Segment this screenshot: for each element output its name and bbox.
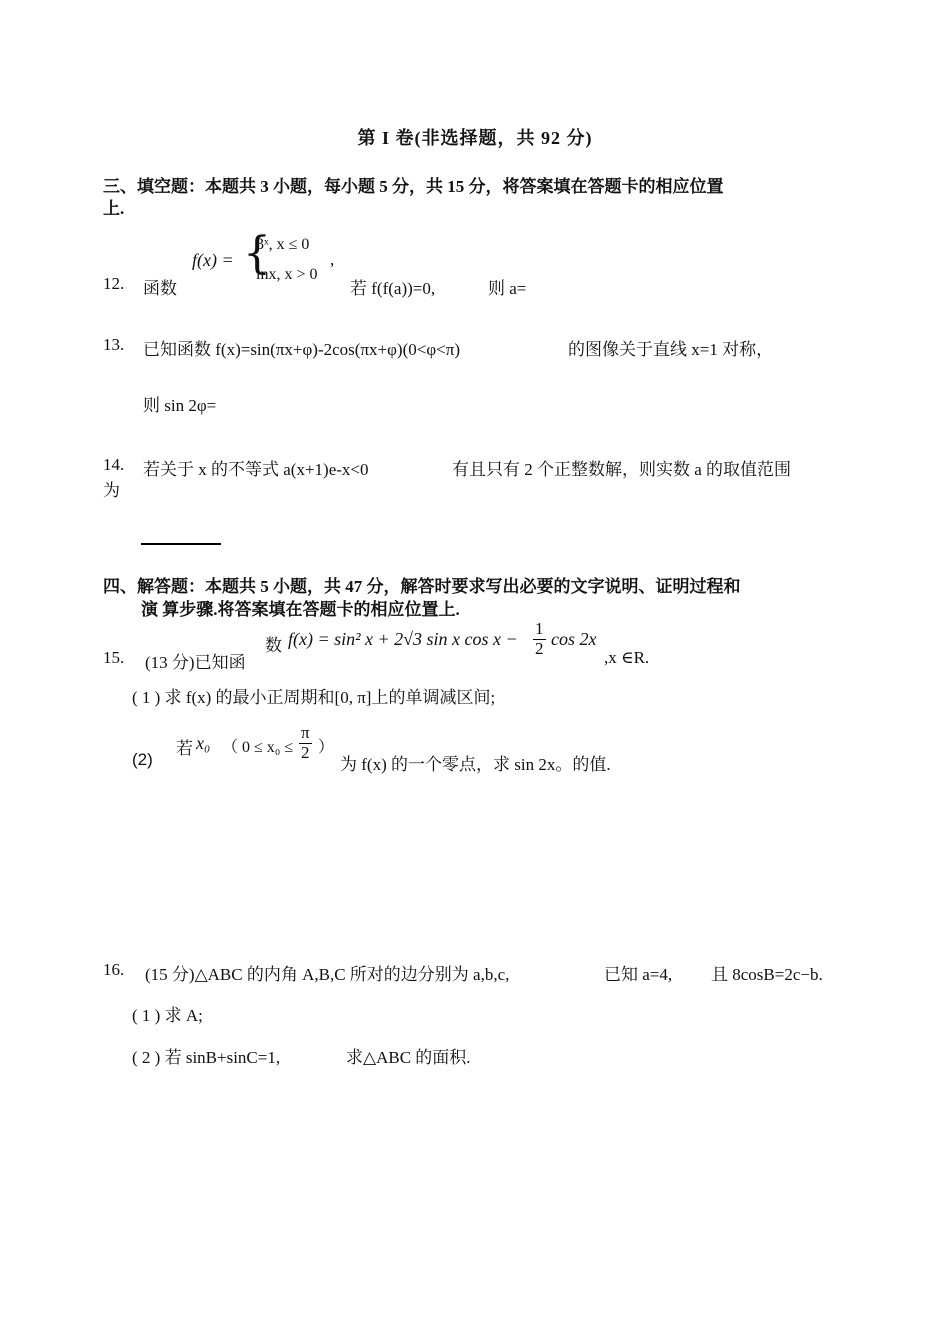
q14-answer-blank: [141, 543, 221, 545]
q15-part2-text: 为 f(x) 的一个零点，求 sin 2x。的值.: [340, 755, 611, 774]
section3-heading: 三、填空题：本题共 3 小题，每小题 5 分，共 15 分，将答案填在答题卡的相应位置: [103, 177, 724, 196]
q15-func-prefix: 数: [265, 636, 282, 655]
q15-part1: ( 1 ) 求 f(x) 的最小正周期和[0, π]上的单调减区间;: [132, 688, 496, 707]
q16-cond: 且 8cosB=2c−b.: [711, 965, 823, 984]
q12-ask: 则 a=: [488, 279, 527, 298]
q13-text: 已知函数 f(x)=sin(πx+φ)-2cos(πx+φ)(0<φ<π): [143, 340, 460, 359]
q15-domain: ,x ∈R.: [604, 648, 650, 667]
q12-comma: ,: [330, 250, 335, 269]
q13-ask: 则 sin 2φ=: [143, 396, 217, 415]
section3-heading-cont: 上.: [103, 199, 125, 218]
q16-part2: ( 2 ) 若 sinB+sinC=1,: [132, 1048, 281, 1067]
q15-part2-label: (2): [132, 750, 153, 769]
q15-func: f(x) = sin² x + 2√3 sin x cos x −: [288, 629, 518, 649]
q15-score: (13 分)已知函: [145, 653, 246, 672]
q15-number: 15.: [103, 648, 125, 667]
q15-fraction: [533, 620, 546, 658]
q14-text3: 为: [103, 481, 120, 500]
q15-part2-range-close: ）: [318, 739, 335, 756]
q16-given: 已知 a=4,: [604, 965, 673, 984]
q12-brace: {: [243, 228, 271, 279]
q12-case2: lnx, x > 0: [256, 266, 318, 283]
q12-case1: 3ˣ, x ≤ 0: [256, 236, 310, 253]
q12-condition: 若 f(f(a))=0,: [350, 279, 436, 298]
q16-part2-ask: 求△ABC 的面积.: [346, 1048, 471, 1067]
q14-text2: 有且只有 2 个正整数解，则实数 a 的取值范围: [452, 460, 792, 479]
page-title: 第 I 卷(非选择题，共 92 分): [357, 128, 593, 148]
q12-label: 函数: [143, 279, 177, 298]
q15-part2-fraction: [299, 724, 312, 762]
q15-part2-range-open: （ 0 ≤ x₀ ≤: [222, 739, 294, 756]
q12-func-lhs: f(x) =: [192, 250, 234, 270]
q14-text: 若关于 x 的不等式 a(x+1)e-x<0: [143, 460, 369, 479]
q14-number: 14.: [103, 455, 125, 474]
q15-part2-pi: π: [301, 723, 310, 742]
q13-text2: 的图像关于直线 x=1 对称，: [568, 340, 774, 359]
q15-part2-two: 2: [301, 742, 310, 762]
section4-heading-cont: 演 算步骤.将答案填在答题卡的相应位置上.: [141, 600, 460, 619]
q15-part2-if: 若: [176, 739, 193, 758]
q16-number: 16.: [103, 960, 125, 979]
section4-heading: 四、解答题：本题共 5 小题，共 47 分，解答时要求写出必要的文字说明、证明过程和: [103, 577, 741, 596]
q15-func-tail: cos 2x: [551, 629, 597, 649]
q12-number: 12.: [103, 274, 125, 293]
q15-frac-num: 1: [535, 619, 544, 638]
q16-text: (15 分)△ABC 的内角 A,B,C 所对的边分别为 a,b,c,: [145, 965, 510, 984]
q13-number: 13.: [103, 335, 125, 354]
q16-part1: ( 1 ) 求 A;: [132, 1006, 203, 1025]
q15-frac-den: 2: [535, 638, 544, 658]
q15-part2-x0: x₀: [196, 733, 211, 753]
